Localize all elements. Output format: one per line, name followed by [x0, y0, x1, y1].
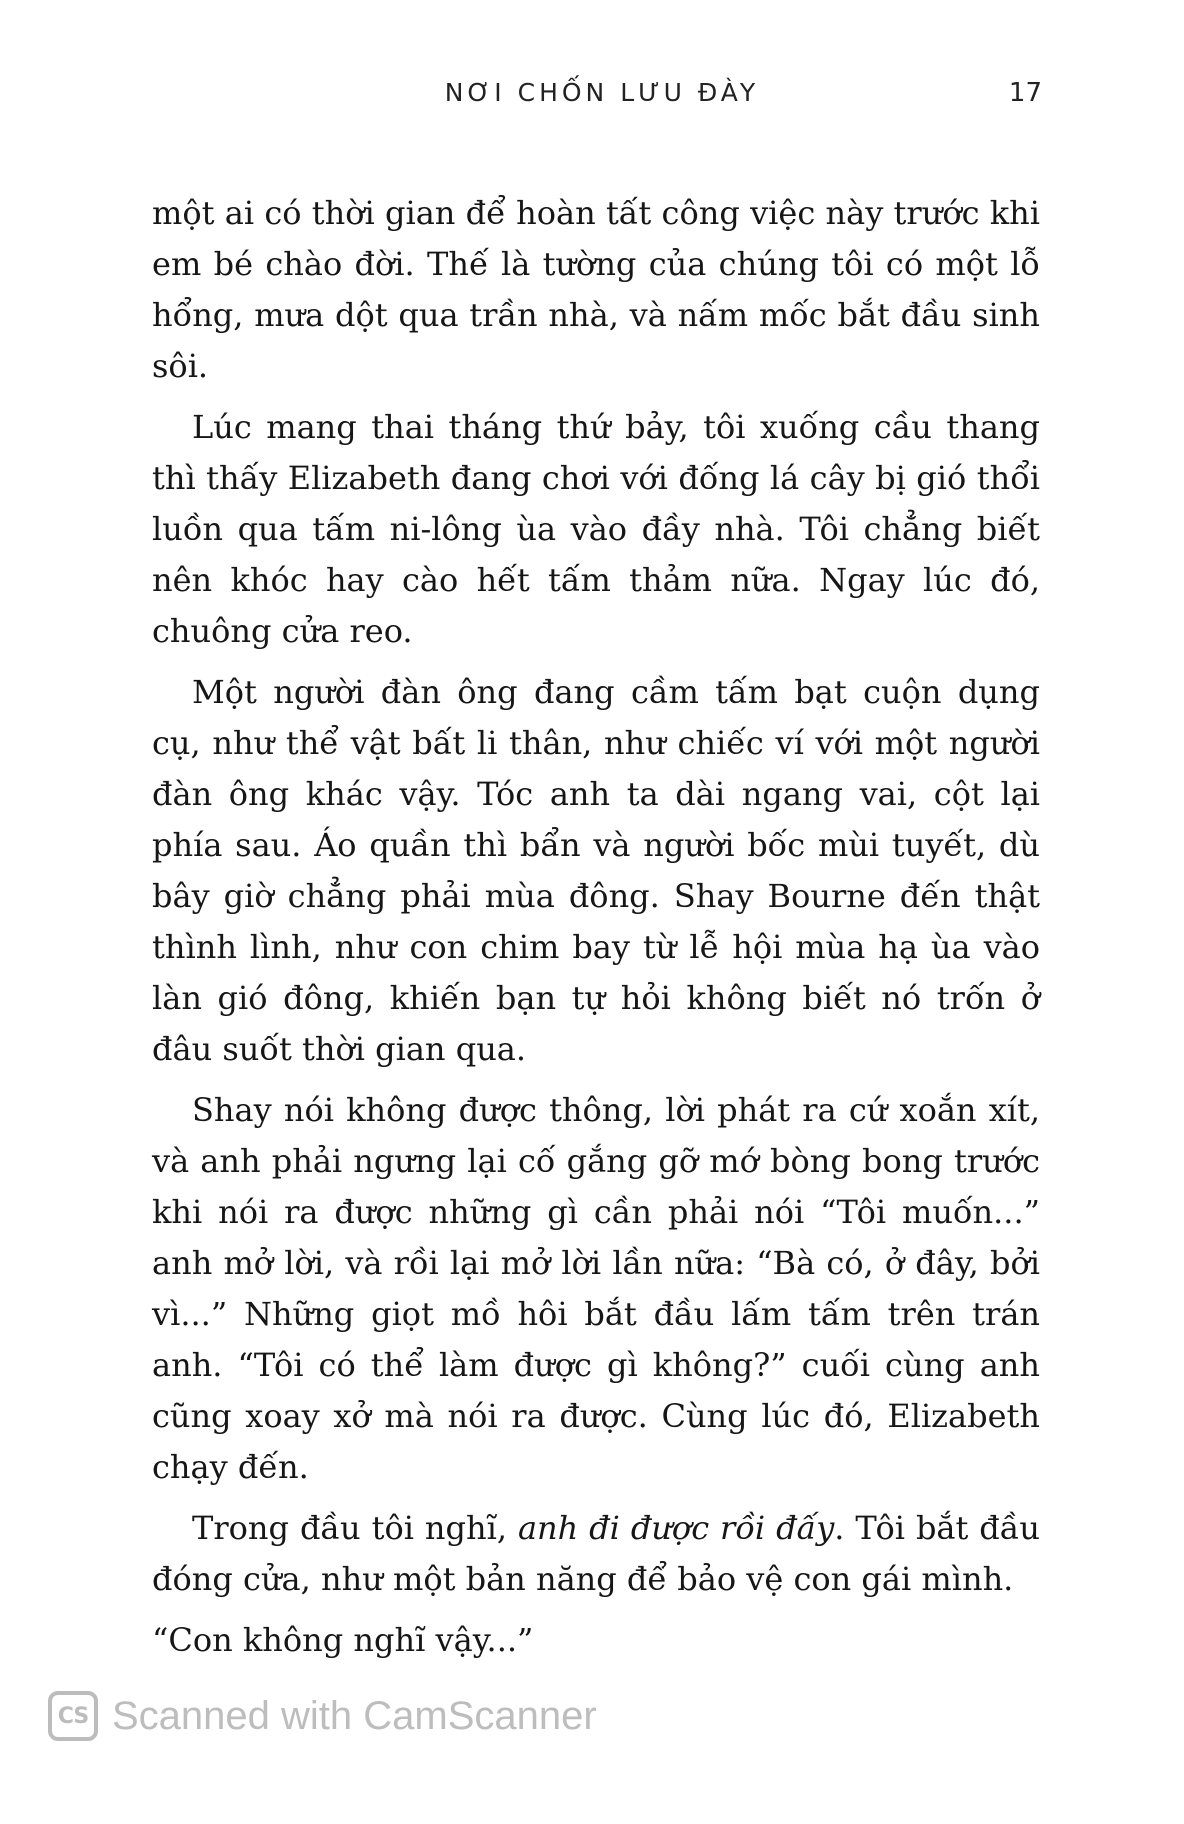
- page-number: 17: [1008, 78, 1042, 108]
- paragraph-4: Shay nói không được thông, lời phát ra cứ xoắn xít, và anh phải ngưng lại cố gắng gỡ mớ bòng bong trước khi nói ra được những gì cần phải nói “Tôi muốn...” anh mở lời, và rồi lại mở lời lần nữa: “Bà có, ở đây, bởi vì...” Những giọt mồ hôi bắt đầu lấm tấm trên trán anh. “Tôi có thể làm được gì không?” cuối cùng anh cũng xoay xở mà nói ra được. Cùng lúc đó, Elizabeth chạy đến.: [152, 1091, 1040, 1486]
- running-title: NƠI CHỐN LƯU ĐÀY: [444, 78, 760, 107]
- running-head: [150, 78, 1054, 118]
- paragraph-3: Một người đàn ông đang cầm tấm bạt cuộn dụng cụ, như thể vật bất li thân, như chiếc ví với một người đàn ông khác vậy. Tóc anh ta dài ngang vai, cột lại phía sau. Áo quần thì bẩn và người bốc mùi tuyết, dù bây giờ chẳng phải mùa đông. Shay Bourne đến thật thình lình, như con chim bay từ lễ hội mùa hạ ùa vào làn gió đông, khiến bạn tự hỏi không biết nó trốn ở đâu suốt thời gian qua.: [152, 673, 1040, 1068]
- paragraph-5-end: . Tôi bắt đầu đóng cửa, như một bản năng để bảo vệ con gái mình.: [152, 1509, 1041, 1598]
- paragraph-5-italic: anh đi được rồi đấy: [517, 1509, 835, 1547]
- paragraph-6: “Con không nghĩ vậy...”: [152, 1621, 534, 1659]
- paragraph-5: [152, 1503, 1040, 1605]
- paragraph-5-start: Trong đầu tôi nghĩ,: [192, 1509, 518, 1547]
- paragraph-1: một ai có thời gian để hoàn tất công việc này trước khi em bé chào đời. Thế là tường của chúng tôi có một lỗ hổng, mưa dột qua trần nhà, và nấm mốc bắt đầu sinh sôi.: [152, 194, 1040, 385]
- body-text: [152, 188, 1040, 1676]
- watermark-text: Scanned with CamScanner: [112, 1693, 597, 1738]
- camscanner-logo-icon: CS: [48, 1691, 98, 1741]
- paragraph-2: Lúc mang thai tháng thứ bảy, tôi xuống cầu thang thì thấy Elizabeth đang chơi với đống lá cây bị gió thổi luồn qua tấm ni-lông ùa vào đầy nhà. Tôi chẳng biết nên khóc hay cào hết tấm thảm nữa. Ngay lúc đó, chuông cửa reo.: [152, 408, 1040, 650]
- camscanner-watermark: [48, 1688, 597, 1744]
